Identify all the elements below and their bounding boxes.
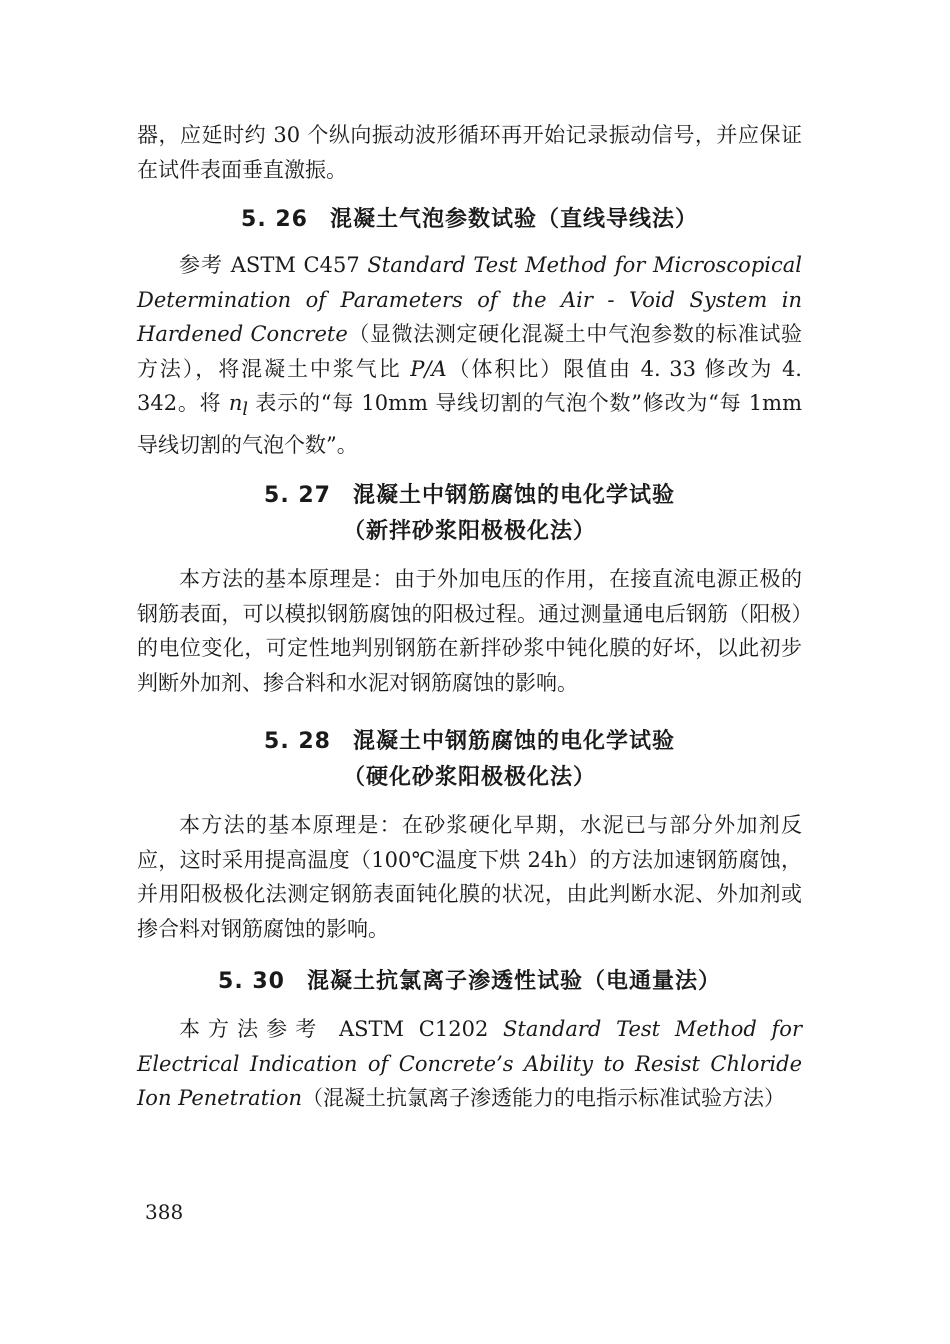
intro-paragraph: 器，应延时约 30 个纵向振动波形循环再开始记录振动信号，并应保证在试件表面垂直激振。: [137, 123, 802, 182]
text-run: （体积比）限值由 4. 33 修改为 4. 342。将: [137, 356, 802, 415]
page-body: [137, 0, 802, 1116]
section-5-28-paragraph: 本方法的基本原理是：在砂浆硬化早期，水泥已与部分外加剂反应，这时采用提高温度（100℃温度下烘 24h）的方法加速钢筋腐蚀，并用阳极极化法测定钢筋表面钝化膜的状况，由此判断水泥、外加剂或掺合料对钢筋腐蚀的影响。: [137, 813, 802, 941]
section-5-30-paragraph: [137, 1012, 802, 1116]
page-number: 388: [145, 1200, 184, 1224]
section-number: 5. 27: [264, 483, 331, 509]
italic-title: Standard Test Method for Microscopical Determination of Parameters of the Air - Void System in Hardened Concrete: [137, 253, 802, 346]
variable-subscript: l: [242, 400, 248, 421]
section-5-30-heading: [137, 964, 802, 1000]
variable-n: n: [228, 391, 243, 415]
ratio-symbol: P/A: [410, 356, 447, 381]
section-number: 5. 30: [218, 969, 285, 995]
section-5-26-paragraph: [137, 248, 802, 462]
italic-title: Standard Test Method for Electrical Indication of Concrete’s Ability to Resist Chloride Ion Penetration: [137, 1017, 802, 1111]
section-title: 混凝土抗氯离子渗透性试验（电通量法）: [306, 969, 721, 995]
text-run: （显微法测定硬化混凝土中气泡参数的标准试验方法），将混凝土中浆气比: [137, 322, 802, 381]
section-number: 5. 28: [264, 729, 331, 755]
text-run: 本方法参考 ASTM C1202: [179, 1017, 504, 1042]
section-title: 混凝土中钢筋腐蚀的电化学试验: [352, 483, 675, 509]
text-run: 参考 ASTM C457: [179, 253, 368, 277]
section-5-27-heading: [137, 478, 802, 514]
section-title: 混凝土中钢筋腐蚀的电化学试验: [352, 729, 675, 755]
text-run: （混凝土抗氯离子渗透能力的电指示标准试验方法）: [302, 1086, 786, 1111]
section-5-28-subtitle: （硬化砂浆阳极极化法）: [342, 765, 596, 791]
section-5-26-heading: [137, 202, 802, 238]
section-5-28-heading: [137, 724, 802, 760]
section-number: 5. 26: [241, 207, 308, 232]
section-5-27-subtitle: （新拌砂浆阳极极化法）: [342, 519, 596, 545]
section-title: 混凝土气泡参数试验（直线导线法）: [329, 207, 698, 232]
text-run: 表示的“每 10mm 导线切割的气泡个数”修改为“每 1mm 导线切割的气泡个数”。: [137, 391, 802, 457]
section-5-27-paragraph: 本方法的基本原理是：由于外加电压的作用，在接直流电源正极的钢筋表面，可以模拟钢筋腐蚀的阳极过程。通过测量通电后钢筋（阳极）的电位变化，可定性地判别钢筋在新拌砂浆中钝化膜的好坏，以此初步判断外加剂、掺合料和水泥对钢筋腐蚀的影响。: [137, 567, 802, 695]
